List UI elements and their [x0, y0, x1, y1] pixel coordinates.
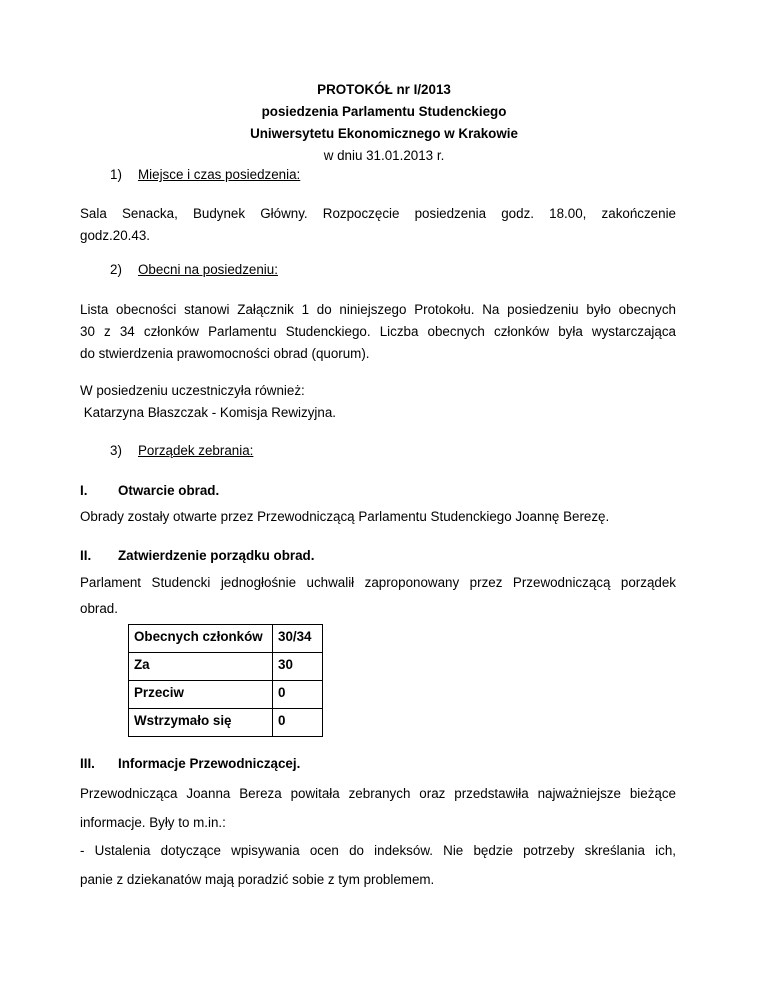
table-row	[129, 681, 323, 709]
agenda-item-ii-text-line: Parlament Studencki jednogłośnie uchwalił zaproponowany przez Przewodniczącą porządek	[80, 575, 676, 590]
section-1-text	[80, 203, 676, 247]
agenda-item-ii-title: Zatwierdzenie porządku obrad.	[118, 548, 315, 563]
vote-label-cell: Przeciw	[129, 681, 273, 709]
section-1-number: 1)	[110, 167, 122, 182]
agenda-item-i-number: I.	[80, 483, 88, 498]
section-2-text-line: do stwierdzenia prawomocności obrad (quorum).	[80, 346, 370, 361]
table-row	[129, 625, 323, 653]
agenda-item-iii-text-line: - Ustalenia dotyczące wpisywania ocen do indeksów. Nie będzie potrzeby skreślania ich,	[80, 843, 676, 858]
agenda-item-ii-text	[80, 570, 676, 622]
agenda-item-ii-number: II.	[80, 548, 92, 563]
agenda-item-ii-heading	[80, 548, 314, 563]
section-1-heading	[110, 167, 300, 182]
attendees-entry: Katarzyna Błaszczak - Komisja Rewizyjna.	[80, 405, 336, 420]
attendees-intro: W posiedzeniu uczestniczyła również:	[80, 383, 305, 398]
agenda-item-iii-number: III.	[80, 756, 95, 771]
section-1-label: Miejsce i czas posiedzenia:	[138, 167, 301, 182]
section-2-attendees	[80, 380, 676, 424]
section-1-text-line: Sala Senacka, Budynek Główny. Rozpoczęcie posiedzenia godz. 18.00, zakończenie	[80, 206, 676, 221]
agenda-item-ii-text-line: obrad.	[80, 601, 118, 616]
document-title: PROTOKÓŁ nr I/2013	[317, 82, 451, 97]
agenda-item-iii-text-line: Przewodnicząca Joanna Bereza powitała zebranych oraz przedstawiła najważniejsze bieżące	[80, 786, 676, 801]
document-date: w dniu 31.01.2013 r.	[323, 148, 445, 163]
vote-value-cell: 0	[273, 709, 323, 737]
document-institution: Uniwersytetu Ekonomicznego w Krakowie	[250, 126, 518, 141]
section-3-heading	[110, 443, 253, 458]
vote-label-cell: Za	[129, 653, 273, 681]
document-subtitle: posiedzenia Parlamentu Studenckiego	[261, 104, 507, 119]
section-2-heading	[110, 262, 278, 277]
agenda-item-iii-text-line: panie z dziekanatów mają poradzić sobie z tym problemem.	[80, 871, 435, 887]
table-row	[129, 653, 323, 681]
vote-label-cell: Wstrzymało się	[129, 709, 273, 737]
section-3-number: 3)	[110, 443, 122, 458]
section-1-text-line: godz.20.43.	[80, 228, 150, 243]
table-row	[129, 709, 323, 737]
vote-value-cell: 30	[273, 653, 323, 681]
agenda-item-i-text: Obrady zostały otwarte przez Przewodniczącą Parlamentu Studenckiego Joannę Berezę.	[80, 509, 610, 524]
section-2-text-line: 30 z 34 członków Parlamentu Studenckiego. Liczba obecnych członków była wystarczająca	[80, 324, 676, 339]
agenda-item-i-title: Otwarcie obrad.	[118, 483, 220, 498]
agenda-item-i-heading	[80, 483, 219, 498]
agenda-item-iii-text-line: informacje. Były to m.in.:	[80, 814, 226, 830]
vote-value-cell: 30/34	[273, 625, 323, 653]
section-2-text-line: Lista obecności stanowi Załącznik 1 do niniejszego Protokołu. Na posiedzeniu było obecnych	[80, 302, 676, 317]
agenda-item-iii-text	[80, 780, 676, 894]
section-2-number: 2)	[110, 262, 122, 277]
section-3-label: Porządek zebrania:	[138, 443, 254, 458]
vote-value-cell: 0	[273, 681, 323, 709]
agenda-item-iii-title: Informacje Przewodniczącej.	[118, 756, 301, 771]
vote-results-table	[128, 624, 323, 737]
vote-label-cell: Obecnych członków	[129, 625, 273, 653]
agenda-item-iii-heading	[80, 756, 300, 771]
section-2-label: Obecni na posiedzeniu:	[138, 262, 278, 277]
section-2-text	[80, 299, 676, 365]
